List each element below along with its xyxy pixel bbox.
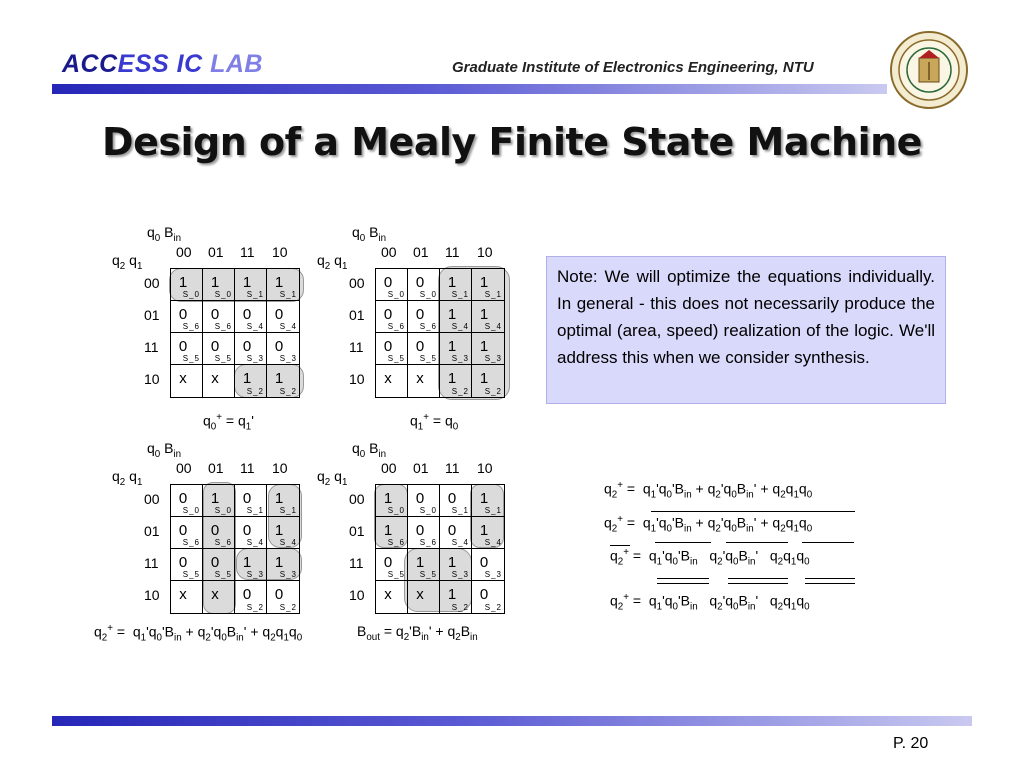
kmap-cell-value: 0 xyxy=(415,306,425,323)
kmap-cell-value: 1 xyxy=(447,586,457,603)
kmap-cell-state: S_2 xyxy=(246,603,264,612)
kmap-cell-state: S_4 xyxy=(484,322,502,331)
kmap-col-header: 10 xyxy=(477,244,493,260)
kmap-cell-state: S_3 xyxy=(246,570,264,579)
kmap-cell-value: x xyxy=(416,586,424,603)
kmap-cell xyxy=(408,485,440,517)
kmap-row-header: 10 xyxy=(349,587,365,603)
header-divider xyxy=(52,84,887,94)
kmap-cell-state: S_4 xyxy=(279,538,297,547)
kmap-cell xyxy=(376,581,408,613)
kmap-cell xyxy=(171,517,203,549)
kmap-cell-value: 0 xyxy=(415,274,425,291)
overbar xyxy=(651,511,855,512)
kmap-caption-bout: $B_{out} = q_2'B_{in}' + q_2B_{in}$ xyxy=(357,623,478,643)
kmap-cell-state: S_6 xyxy=(214,322,232,331)
kmap-cell-state: S_0 xyxy=(182,290,200,299)
kmap-cell-value: 0 xyxy=(383,338,393,355)
kmap-cell xyxy=(440,517,472,549)
overbar xyxy=(610,545,630,546)
kmap-grid xyxy=(375,268,505,398)
kmap-cell xyxy=(472,333,504,365)
kmap-col-header: 01 xyxy=(413,460,429,476)
kmap-cell-state: S_4 xyxy=(451,322,469,331)
kmap-cell-state: S_1 xyxy=(279,290,297,299)
kmap-cell xyxy=(267,333,299,365)
kmap-cell xyxy=(408,549,440,581)
kmap-cell-state: S_0 xyxy=(419,506,437,515)
kmap-cell-value: 0 xyxy=(383,554,393,571)
kmap-cell xyxy=(472,485,504,517)
kmap-cell-value: 1 xyxy=(242,274,252,291)
kmap-col-header: 11 xyxy=(240,460,255,476)
kmap-row-variable: $q_2$ $q_1$ xyxy=(317,468,348,488)
kmap-cell-value: 0 xyxy=(210,306,220,323)
kmap-row-header: 00 xyxy=(144,491,160,507)
kmap-cell xyxy=(408,333,440,365)
kmap-row-header: 11 xyxy=(349,339,364,355)
kmap-cell xyxy=(408,581,440,613)
kmap-cell-state: S_1 xyxy=(484,290,502,299)
kmap-col-header: 10 xyxy=(272,460,288,476)
kmap-cell-value: 1 xyxy=(383,522,393,539)
note-box: Note: We will optimize the equations individually. In general - this does not necessarily produce the optimal (area, speed) realization of the logic. We'll address this when we consider synthesis. xyxy=(546,256,946,404)
kmap-cell-value: 0 xyxy=(383,274,393,291)
kmap-cell xyxy=(440,269,472,301)
kmap-cell-value: 0 xyxy=(415,522,425,539)
kmap-cell-value: x xyxy=(211,586,219,603)
kmap-cell-state: S_6 xyxy=(387,322,405,331)
kmap-cell-state: S_6 xyxy=(387,538,405,547)
kmap-cell-value: 0 xyxy=(178,338,188,355)
kmap-col-header: 11 xyxy=(445,244,460,260)
kmap-col-variable: $q_0$ $B_{in}$ xyxy=(147,440,182,460)
kmap-cell-state: S_4 xyxy=(451,538,469,547)
derivation-line-1: $q_2^+ = q_1'q_0'B_{in} + q_2'q_0B_{in}' + q_2q_1q_0$ xyxy=(604,480,813,501)
university-seal-icon xyxy=(889,30,969,110)
lab-logo-text: ACCESS IC LAB xyxy=(62,50,263,78)
kmap-row-header: 11 xyxy=(144,339,159,355)
kmap-cell-state: S_3 xyxy=(246,354,264,363)
kmap-row-header: 00 xyxy=(349,491,365,507)
kmap-cell-state: S_5 xyxy=(387,354,405,363)
kmap-col-header: 11 xyxy=(240,244,255,260)
kmap-cell-value: 0 xyxy=(210,522,220,539)
kmap-cell xyxy=(408,301,440,333)
footer-divider xyxy=(52,716,972,726)
kmap-cell xyxy=(171,549,203,581)
kmap-caption-q2: $q_2^+ = q_1'q_0'B_{in} + q_2'q_0B_{in}' + q_2q_1q_0$ xyxy=(94,623,303,644)
kmap-cell-state: S_4 xyxy=(246,322,264,331)
kmap-cell-value: 1 xyxy=(479,522,489,539)
kmap-cell xyxy=(203,269,235,301)
overbar xyxy=(728,578,788,579)
kmap-cell xyxy=(440,333,472,365)
kmap-cell-value: 1 xyxy=(447,554,457,571)
kmap-cell-value: 0 xyxy=(178,522,188,539)
kmap-cell xyxy=(267,549,299,581)
kmap-cell-state: S_6 xyxy=(182,538,200,547)
kmap-cell-value: x xyxy=(179,370,187,387)
kmap-cell-value: 1 xyxy=(415,554,425,571)
kmap-cell-value: 0 xyxy=(274,338,284,355)
kmap-cell xyxy=(440,549,472,581)
kmap-cell xyxy=(376,333,408,365)
kmap-cell-state: S_1 xyxy=(484,506,502,515)
kmap-row-variable: $q_2$ $q_1$ xyxy=(112,468,143,488)
kmap-cell xyxy=(203,365,235,397)
kmap-col-header: 00 xyxy=(176,244,192,260)
kmap-row-header: 01 xyxy=(144,307,160,323)
kmap-cell-value: 1 xyxy=(242,554,252,571)
kmap-cell xyxy=(267,581,299,613)
kmap-cell-state: S_6 xyxy=(214,538,232,547)
kmap-cell-state: S_0 xyxy=(419,290,437,299)
kmap-col-header: 01 xyxy=(413,244,429,260)
kmap-cell xyxy=(376,517,408,549)
kmap-cell-state: S_3 xyxy=(484,570,502,579)
overbar xyxy=(805,583,855,584)
kmap-cell-value: 1 xyxy=(274,522,284,539)
kmap-cell xyxy=(440,301,472,333)
kmap-cell xyxy=(203,517,235,549)
kmap-cell-state: S_0 xyxy=(387,506,405,515)
kmap-cell-value: x xyxy=(384,370,392,387)
kmap-cell-value: x xyxy=(416,370,424,387)
kmap-cell-value: 0 xyxy=(274,306,284,323)
kmap-cell-state: S_3 xyxy=(451,354,469,363)
kmap-cell xyxy=(235,301,267,333)
kmap-cell xyxy=(235,365,267,397)
kmap-cell-value: 1 xyxy=(178,274,188,291)
kmap-cell-value: 0 xyxy=(178,306,188,323)
kmap-row-header: 00 xyxy=(144,275,160,291)
kmap-grid xyxy=(170,268,300,398)
overbar xyxy=(655,542,711,543)
kmap-grid xyxy=(170,484,300,614)
kmap-cell-state: S_1 xyxy=(246,290,264,299)
institute-name: Graduate Institute of Electronics Engineering, NTU xyxy=(452,59,814,76)
kmap-cell-state: S_2 xyxy=(451,603,469,612)
kmap-col-header: 01 xyxy=(208,244,224,260)
derivation-line-2: $q_2^+ = q_1'q_0'B_{in} + q_2'q_0B_{in}' + q_2q_1q_0$ xyxy=(604,514,813,535)
kmap-cell-state: S_0 xyxy=(182,506,200,515)
kmap-cell xyxy=(267,517,299,549)
kmap-cell-value: 0 xyxy=(383,306,393,323)
kmap-cell xyxy=(203,485,235,517)
kmap-cell xyxy=(408,269,440,301)
kmap-cell-state: S_3 xyxy=(451,570,469,579)
kmap-cell-value: 0 xyxy=(479,586,489,603)
kmap-row-header: 10 xyxy=(144,587,160,603)
kmap-cell-state: S_6 xyxy=(182,322,200,331)
kmap-cell-value: x xyxy=(211,370,219,387)
kmap-cell-state: S_0 xyxy=(214,290,232,299)
kmap-cell-state: S_3 xyxy=(279,570,297,579)
kmap-cell-state: S_1 xyxy=(246,506,264,515)
kmap-cell-state: S_6 xyxy=(419,538,437,547)
kmap-cell-state: S_2 xyxy=(484,603,502,612)
kmap-cell xyxy=(235,333,267,365)
kmap-cell-value: 1 xyxy=(479,274,489,291)
kmap-cell-state: S_5 xyxy=(419,354,437,363)
kmap-cell xyxy=(472,517,504,549)
kmap-cell xyxy=(267,485,299,517)
overbar xyxy=(802,542,854,543)
kmap-col-header: 01 xyxy=(208,460,224,476)
kmap-row-header: 11 xyxy=(349,555,364,571)
kmap-cell xyxy=(376,269,408,301)
kmap-cell-state: S_4 xyxy=(246,538,264,547)
kmap-cell xyxy=(235,581,267,613)
kmap-cell-value: 0 xyxy=(210,338,220,355)
kmap-cell-value: 1 xyxy=(447,338,457,355)
kmap-cell-value: 0 xyxy=(447,522,457,539)
kmap-cell-state: S_1 xyxy=(451,290,469,299)
kmap-row-header: 01 xyxy=(349,307,365,323)
kmap-cell-state: S_5 xyxy=(419,570,437,579)
kmap-cell xyxy=(376,301,408,333)
kmap-cell-state: S_0 xyxy=(387,290,405,299)
kmap-cell-value: 0 xyxy=(210,554,220,571)
kmap-cell-state: S_5 xyxy=(214,570,232,579)
kmap-cell-value: 0 xyxy=(242,306,252,323)
kmap-cell xyxy=(171,365,203,397)
kmap-bout xyxy=(317,440,565,644)
kmap-cell-state: S_2 xyxy=(246,387,264,396)
kmap-row-header: 01 xyxy=(349,523,365,539)
kmap-cell-value: 1 xyxy=(479,490,489,507)
kmap-cell xyxy=(235,269,267,301)
kmap-cell-value: 1 xyxy=(242,370,252,387)
kmap-caption-q0: $q_0^+ = q_1'$ xyxy=(203,412,254,433)
kmap-cell xyxy=(203,301,235,333)
kmap-cell-value: 1 xyxy=(274,274,284,291)
page-title: Design of a Mealy Finite State Machine xyxy=(102,120,922,164)
kmap-col-variable: $q_0$ $B_{in}$ xyxy=(352,224,387,244)
overbar xyxy=(805,578,855,579)
kmap-cell-state: S_5 xyxy=(214,354,232,363)
kmap-cell-value: 1 xyxy=(274,370,284,387)
kmap-col-variable: $q_0$ $B_{in}$ xyxy=(147,224,182,244)
kmap-cell xyxy=(440,365,472,397)
overbar xyxy=(726,542,788,543)
kmap-col-header: 10 xyxy=(272,244,288,260)
kmap-cell xyxy=(440,485,472,517)
kmap-cell xyxy=(203,549,235,581)
kmap-cell xyxy=(408,365,440,397)
kmap-cell-value: 0 xyxy=(274,586,284,603)
kmap-cell-value: 1 xyxy=(447,370,457,387)
kmap-cell-value: 1 xyxy=(479,306,489,323)
kmap-cell-state: S_4 xyxy=(484,538,502,547)
kmap-cell-state: S_5 xyxy=(387,570,405,579)
kmap-cell-value: 1 xyxy=(210,274,220,291)
kmap-cell xyxy=(472,549,504,581)
kmap-cell xyxy=(472,269,504,301)
page-number: P. 20 xyxy=(893,735,929,752)
kmap-cell-state: S_6 xyxy=(419,322,437,331)
kmap-cell xyxy=(203,581,235,613)
kmap-cell xyxy=(171,301,203,333)
overbar xyxy=(657,583,709,584)
kmap-col-header: 10 xyxy=(477,460,493,476)
kmap-col-header: 00 xyxy=(381,460,397,476)
overbar xyxy=(657,578,709,579)
kmap-cell-value: 1 xyxy=(383,490,393,507)
kmap-row-header: 00 xyxy=(349,275,365,291)
kmap-cell xyxy=(408,517,440,549)
derivation-line-4: $q_2^+ = q_1'q_0'B_{in}$ $q_2'q_0B_{in}'$ $q_2q_1q_0$ xyxy=(610,592,810,613)
kmap-cell-value: 0 xyxy=(242,586,252,603)
kmap-row-header: 10 xyxy=(144,371,160,387)
kmap-cell-value: 0 xyxy=(479,554,489,571)
kmap-cell xyxy=(235,517,267,549)
kmap-cell-state: S_3 xyxy=(279,354,297,363)
kmap-cell xyxy=(472,365,504,397)
kmap-cell-value: 0 xyxy=(178,554,188,571)
kmap-col-variable: $q_0$ $B_{in}$ xyxy=(352,440,387,460)
kmap-cell xyxy=(171,581,203,613)
kmap-cell xyxy=(235,549,267,581)
kmap-cell-value: 1 xyxy=(274,490,284,507)
kmap-cell xyxy=(171,333,203,365)
derivation-line-3: $q_2^+ = q_1'q_0'B_{in}$ $q_2'q_0B_{in}'$ $q_2q_1q_0$ xyxy=(610,547,810,568)
kmap-cell-value: 1 xyxy=(274,554,284,571)
kmap-cell-state: S_3 xyxy=(484,354,502,363)
kmap-cell-state: S_2 xyxy=(451,387,469,396)
kmap-col-header: 00 xyxy=(381,244,397,260)
kmap-cell-state: S_1 xyxy=(279,506,297,515)
kmap-row-header: 10 xyxy=(349,371,365,387)
kmap-cell xyxy=(267,301,299,333)
kmap-cell-value: 1 xyxy=(447,274,457,291)
kmap-q1 xyxy=(317,224,565,428)
kmap-cell-state: S_1 xyxy=(451,506,469,515)
kmap-cell-value: 0 xyxy=(415,338,425,355)
kmap-row-header: 01 xyxy=(144,523,160,539)
kmap-row-variable: $q_2$ $q_1$ xyxy=(317,252,348,272)
kmap-cell-state: S_2 xyxy=(484,387,502,396)
kmap-cell xyxy=(267,365,299,397)
kmap-cell xyxy=(472,301,504,333)
kmap-row-header: 11 xyxy=(144,555,159,571)
kmap-cell-value: 0 xyxy=(242,338,252,355)
kmap-cell xyxy=(171,269,203,301)
kmap-cell-value: 0 xyxy=(242,522,252,539)
kmap-cell-value: 1 xyxy=(210,490,220,507)
kmap-cell-state: S_5 xyxy=(182,354,200,363)
kmap-cell-value: 1 xyxy=(479,370,489,387)
kmap-cell-value: 0 xyxy=(447,490,457,507)
kmap-cell-value: 0 xyxy=(415,490,425,507)
kmap-cell-state: S_5 xyxy=(182,570,200,579)
kmap-cell-value: 0 xyxy=(178,490,188,507)
kmap-col-header: 00 xyxy=(176,460,192,476)
kmap-cell xyxy=(203,333,235,365)
kmap-cell-state: S_0 xyxy=(214,506,232,515)
kmap-cell-value: 0 xyxy=(242,490,252,507)
overbar xyxy=(728,583,788,584)
kmap-row-variable: $q_2$ $q_1$ xyxy=(112,252,143,272)
kmap-cell xyxy=(376,365,408,397)
kmap-cell xyxy=(472,581,504,613)
kmap-cell-value: 1 xyxy=(479,338,489,355)
kmap-cell-value: 1 xyxy=(447,306,457,323)
kmap-cell xyxy=(267,269,299,301)
kmap-cell xyxy=(235,485,267,517)
kmap-cell-state: S_4 xyxy=(279,322,297,331)
kmap-col-header: 11 xyxy=(445,460,460,476)
kmap-cell-value: x xyxy=(179,586,187,603)
kmap-cell-state: S_2 xyxy=(279,387,297,396)
kmap-cell xyxy=(376,549,408,581)
kmap-cell xyxy=(376,485,408,517)
kmap-cell xyxy=(171,485,203,517)
kmap-cell-state: S_2 xyxy=(279,603,297,612)
kmap-cell xyxy=(440,581,472,613)
kmap-grid xyxy=(375,484,505,614)
kmap-caption-q1: $q_1^+ = q_0$ xyxy=(410,412,459,433)
kmap-cell-value: x xyxy=(384,586,392,603)
